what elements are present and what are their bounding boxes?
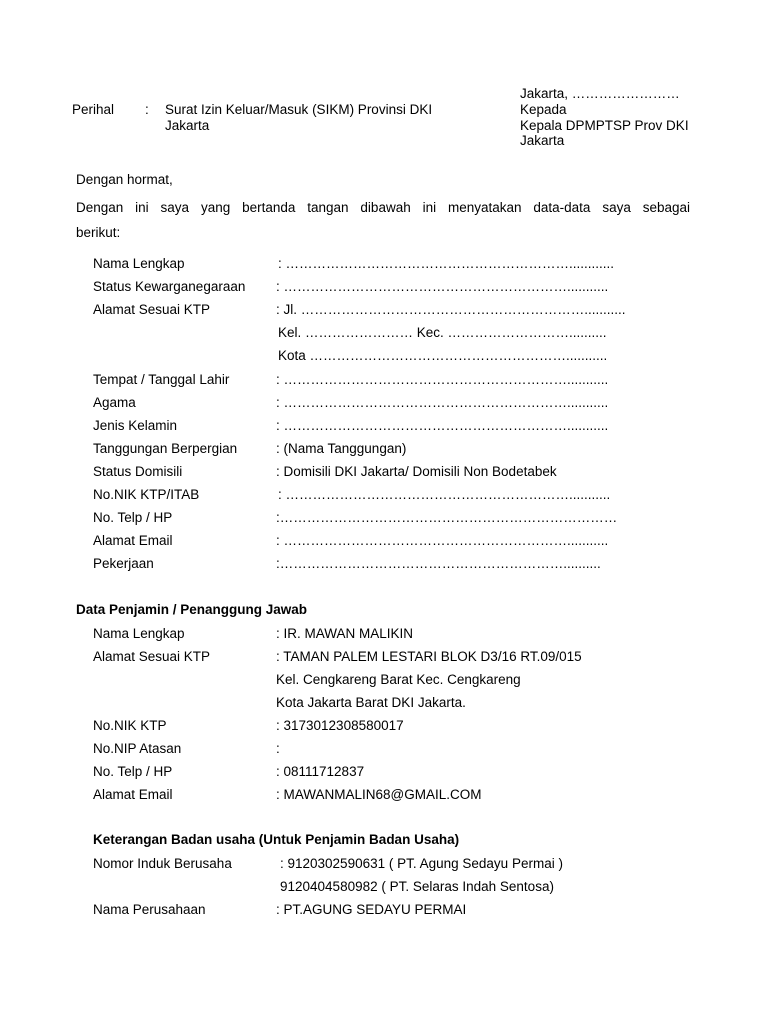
- field-row: [93, 345, 693, 367]
- field-label: Status Domisili: [93, 464, 183, 479]
- field-value: : ………………………………………………………...........: [276, 395, 609, 410]
- field-value: : MAWANMALIN68@GMAIL.COM: [276, 787, 482, 802]
- perihal-colon: :: [145, 102, 149, 117]
- field-row: [93, 253, 693, 275]
- field-value: : ………………………………………………………...........: [276, 418, 609, 433]
- intro-paragraph-line2: berikut:: [76, 225, 121, 240]
- field-value: Kota …………………………………………………...........: [278, 348, 608, 363]
- field-label: No.NIP Atasan: [93, 741, 182, 756]
- field-row: [93, 853, 693, 875]
- field-row: [93, 438, 693, 460]
- place-date: Jakarta, ……………………: [520, 86, 680, 101]
- field-label: Tanggungan Berpergian: [93, 441, 238, 456]
- field-row: [93, 553, 693, 575]
- perihal-subject-line1: Surat Izin Keluar/Masuk (SIKM) Provinsi DKI: [165, 102, 433, 117]
- field-value: : PT.AGUNG SEDAYU PERMAI: [276, 902, 467, 917]
- field-label: Agama: [93, 395, 136, 410]
- field-row: [93, 461, 693, 483]
- field-row: [93, 415, 693, 437]
- field-row: [93, 299, 693, 321]
- field-value: Kota Jakarta Barat DKI Jakarta.: [276, 695, 466, 710]
- field-row: [93, 692, 693, 714]
- field-value: : 9120302590631 ( PT. Agung Sedayu Permai ): [280, 856, 563, 871]
- field-label: Alamat Sesuai KTP: [93, 649, 211, 664]
- field-row: [93, 507, 693, 529]
- field-label: Alamat Email: [93, 787, 173, 802]
- intro-paragraph-line1: Dengan ini saya yang bertanda tangan dibawah ini menyatakan data-data saya sebagai: [76, 200, 690, 215]
- perihal-subject-line2: Jakarta: [165, 118, 210, 133]
- field-row: [93, 669, 693, 691]
- field-value: : Jl. ………………………………………………………...........: [276, 302, 626, 317]
- field-label: Status Kewarganegaraan: [93, 279, 246, 294]
- business-heading: Keterangan Badan usaha (Untuk Penjamin Badan Usaha): [93, 832, 460, 847]
- field-value: : TAMAN PALEM LESTARI BLOK D3/16 RT.09/015: [276, 649, 582, 664]
- field-value: : ………………………………………………………...........: [276, 372, 609, 387]
- field-value: :………………………………………………………..........: [276, 556, 601, 571]
- field-value: : 08111712837: [276, 764, 365, 779]
- recipient-line1: Kepala DPMPTSP Prov DKI: [520, 118, 689, 133]
- field-label: No.NIK KTP: [93, 718, 167, 733]
- field-value: Kel. …………………… Kec. ………………………..........: [278, 325, 607, 340]
- field-row: [93, 276, 693, 298]
- field-value: : ………………………………………………………...........: [278, 487, 611, 502]
- field-row: [93, 646, 693, 668]
- field-label: No.NIK KTP/ITAB: [93, 487, 200, 502]
- field-value: Kel. Cengkareng Barat Kec. Cengkareng: [276, 672, 521, 687]
- field-value: : ………………………………………………………............: [278, 256, 615, 271]
- field-row: [93, 784, 693, 806]
- recipient-kepada: Kepada: [520, 102, 567, 117]
- field-row: [93, 392, 693, 414]
- field-value: 9120404580982 ( PT. Selaras Indah Sentosa): [280, 879, 554, 894]
- field-value: : ………………………………………………………...........: [276, 533, 609, 548]
- field-row: [93, 738, 693, 760]
- field-label: Pekerjaan: [93, 556, 154, 571]
- field-value: : 3173012308580017: [276, 718, 404, 733]
- field-row: [93, 899, 693, 921]
- field-row: [93, 484, 693, 506]
- field-label: Nama Lengkap: [93, 256, 185, 271]
- field-row: [93, 876, 693, 898]
- field-value: :: [276, 741, 280, 756]
- field-row: [93, 715, 693, 737]
- field-row: [93, 623, 693, 645]
- field-value: : Domisili DKI Jakarta/ Domisili Non Bodetabek: [276, 464, 557, 479]
- perihal-label: Perihal: [72, 102, 115, 117]
- field-label: Alamat Email: [93, 533, 173, 548]
- field-label: Jenis Kelamin: [93, 418, 178, 433]
- field-row: [93, 369, 693, 391]
- field-value: : ………………………………………………………...........: [276, 279, 609, 294]
- field-label: Alamat Sesuai KTP: [93, 302, 211, 317]
- field-row: [93, 761, 693, 783]
- field-label: No. Telp / HP: [93, 510, 173, 525]
- field-label: Nomor Induk Berusaha: [93, 856, 232, 871]
- field-label: Nama Lengkap: [93, 626, 185, 641]
- field-label: Tempat / Tanggal Lahir: [93, 372, 230, 387]
- field-label: Nama Perusahaan: [93, 902, 206, 917]
- field-value: : (Nama Tanggungan): [276, 441, 407, 456]
- field-value: : IR. MAWAN MALIKIN: [276, 626, 414, 641]
- recipient-line2: Jakarta: [520, 133, 565, 148]
- greeting: Dengan hormat,: [76, 172, 173, 187]
- guarantor-heading: Data Penjamin / Penanggung Jawab: [76, 602, 308, 617]
- field-value: :…………………………………………………………………: [276, 510, 618, 525]
- field-row: [93, 530, 693, 552]
- field-label: No. Telp / HP: [93, 764, 173, 779]
- field-row: [93, 322, 693, 344]
